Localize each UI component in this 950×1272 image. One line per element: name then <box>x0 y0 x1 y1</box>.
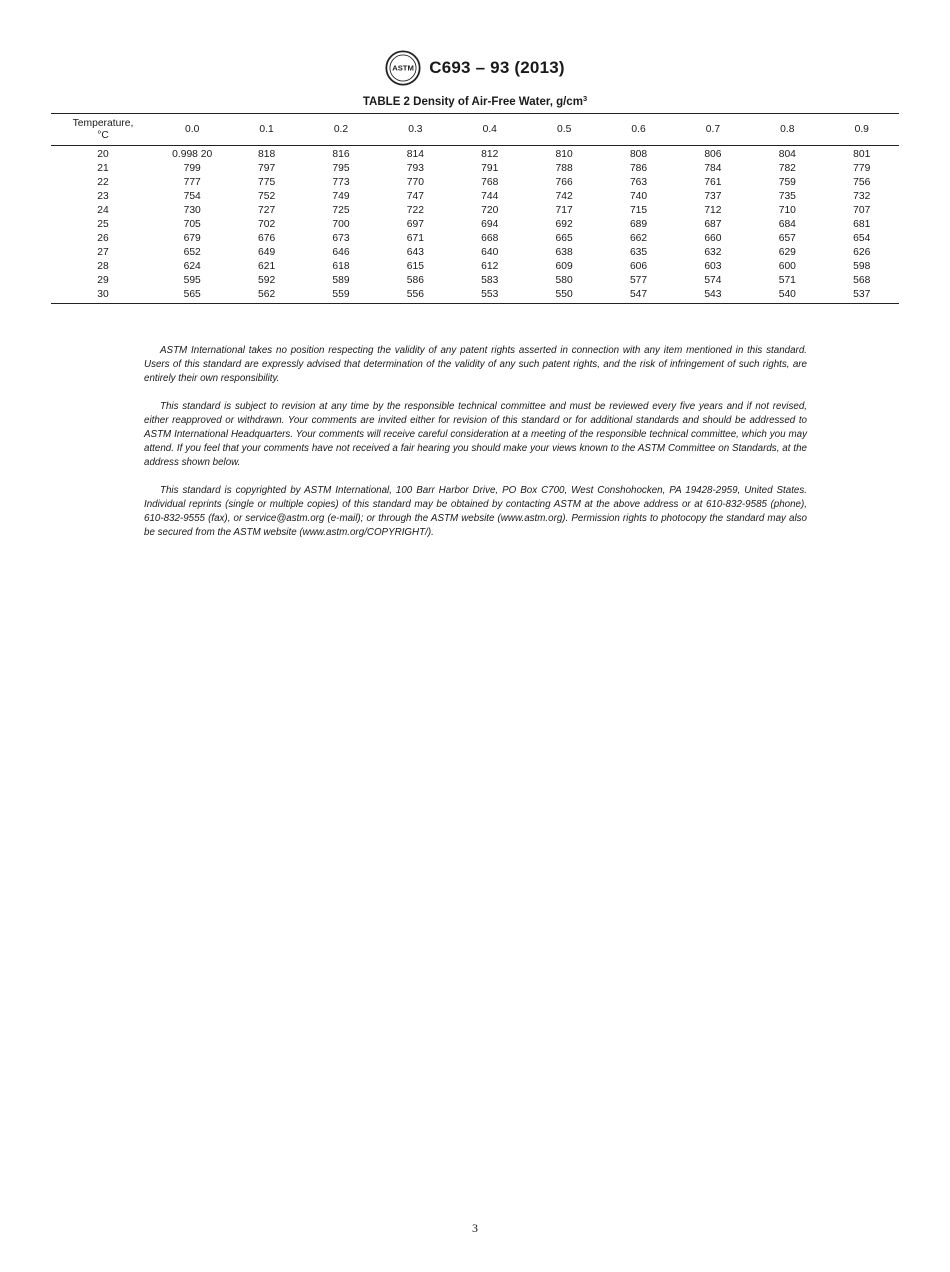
temperature-cell: 30 <box>51 288 155 304</box>
density-cell: 759 <box>778 177 796 188</box>
density-cell: 749 <box>332 191 350 202</box>
density-cell: 640 <box>481 247 499 258</box>
density-cell: 740 <box>629 191 648 202</box>
density-cell: 692 <box>555 219 573 230</box>
table-row <box>51 190 899 204</box>
table-row <box>51 260 899 274</box>
density-cell: 662 <box>629 233 648 244</box>
density-cell: 543 <box>676 288 750 304</box>
column-header: 0.3 <box>378 114 452 146</box>
density-cell: 763 <box>629 177 648 188</box>
density-cell: 553 <box>453 288 527 304</box>
density-cell: 810 <box>555 149 573 160</box>
density-cell: 571 <box>778 275 796 286</box>
density-cell: 583 <box>481 275 499 286</box>
table-row <box>51 232 899 246</box>
density-cell: 679 <box>183 233 201 244</box>
density-cell: 722 <box>406 205 424 216</box>
density-cell: 547 <box>601 288 675 304</box>
density-cell: 598 <box>853 261 871 272</box>
density-cell: 652 <box>183 247 201 258</box>
temperature-cell: 24 <box>97 205 109 216</box>
density-cell: 657 <box>778 233 796 244</box>
density-cell: 735 <box>778 191 796 202</box>
density-cell: 559 <box>304 288 378 304</box>
document-header <box>0 50 950 86</box>
density-cell: 660 <box>704 233 722 244</box>
column-header: 0.9 <box>825 114 899 146</box>
density-cell: 592 <box>257 275 276 286</box>
temperature-cell: 27 <box>97 247 109 258</box>
density-cell: 621 <box>257 261 276 272</box>
column-header: 0.1 <box>229 114 303 146</box>
table-row <box>51 204 899 218</box>
density-cell: 752 <box>257 191 276 202</box>
density-cell: 609 <box>555 261 573 272</box>
temperature-cell: 20 <box>97 149 109 160</box>
density-cell: 684 <box>778 219 796 230</box>
density-cell: 586 <box>406 275 424 286</box>
density-cell: 761 <box>704 177 722 188</box>
density-cell: 812 <box>481 149 499 160</box>
density-cell: 799 <box>183 163 201 174</box>
density-cell: 793 <box>406 163 424 174</box>
density-cell: 730 <box>183 205 201 216</box>
revision-notice: This standard is subject to revision at any time by the responsible technical committee and must be reviewed every five years and if not revised, either reapproved or withdrawn. Your comments are invited either for revision of this standard or for additional standards and should be addressed to ASTM International Headquarters. Your comments will receive careful consideration at a meeting of the responsible technical committee, which you may attend. If you feel that your comments have not received a fair hearing you should make your views known to the ASTM Committee on Standards, at the address shown below. <box>144 401 807 468</box>
density-cell: 786 <box>629 163 648 174</box>
temperature-cell: 28 <box>97 261 109 272</box>
page-number: 3 <box>472 1221 478 1235</box>
density-cell: 681 <box>853 219 871 230</box>
density-cell: 606 <box>629 261 648 272</box>
density-cell: 556 <box>378 288 452 304</box>
density-cell: 705 <box>183 219 201 230</box>
table-row <box>51 288 899 304</box>
column-header: 0.7 <box>676 114 750 146</box>
density-cell: 577 <box>629 275 648 286</box>
column-header: 0.8 <box>750 114 824 146</box>
density-cell: 580 <box>555 275 573 286</box>
density-cell: 629 <box>778 247 796 258</box>
density-cell: 797 <box>257 163 276 174</box>
density-table <box>51 113 899 304</box>
density-cell: 766 <box>555 177 573 188</box>
density-cell: 694 <box>481 219 499 230</box>
density-cell: 612 <box>481 261 499 272</box>
table-row <box>51 246 899 260</box>
density-cell: 649 <box>257 247 276 258</box>
density-cell: 643 <box>406 247 424 258</box>
logo-text: ASTM <box>392 63 415 73</box>
density-cell: 707 <box>853 205 871 216</box>
temperature-cell: 21 <box>97 163 109 174</box>
density-cell: 676 <box>257 233 276 244</box>
density-cell: 665 <box>555 233 573 244</box>
density-cell: 603 <box>704 261 722 272</box>
density-cell: 687 <box>704 219 722 230</box>
temperature-header-unit: °C <box>97 129 109 141</box>
density-cell: 782 <box>778 163 796 174</box>
table-row <box>51 176 899 190</box>
density-cell: 715 <box>629 205 648 216</box>
density-cell: 540 <box>750 288 824 304</box>
astm-logo-icon <box>385 50 421 86</box>
density-cell: 777 <box>183 177 201 188</box>
density-cell: 801 <box>853 149 871 160</box>
copyright-notice: This standard is copyrighted by ASTM International, 100 Barr Harbor Drive, PO Box C700, West Conshohocken, PA 19428-2959, United States. Individual reprints (single or multiple copies) of this standard may be obtained by contacting ASTM at the above address or at 610-832-9585 (phone), 610-832-9555 (fax), or service@astm.org (e-mail); or through the ASTM website (www.astm.org). Permission rights to photocopy the standard may also be secured from the ASTM website (www.astm.org/COPYRIGHT/). <box>144 485 807 538</box>
density-cell: 646 <box>332 247 350 258</box>
density-cell: 562 <box>229 288 303 304</box>
table-title-superscript: 3 <box>582 94 588 103</box>
density-cell: 638 <box>555 247 573 258</box>
density-cell: 727 <box>257 205 276 216</box>
density-cell: 732 <box>853 191 871 202</box>
density-cell: 791 <box>481 163 499 174</box>
temperature-cell: 23 <box>97 191 109 202</box>
density-cell: 574 <box>704 275 722 286</box>
document-id: C693 – 93 (2013) <box>429 58 565 77</box>
temperature-header-label: Temperature, <box>72 117 134 129</box>
table-body <box>51 146 899 304</box>
temperature-cell: 26 <box>97 233 109 244</box>
temperature-column-header <box>51 114 155 146</box>
density-cell: 806 <box>704 149 722 160</box>
density-cell: 615 <box>406 261 424 272</box>
density-cell: 717 <box>555 205 573 216</box>
density-cell: 816 <box>332 149 350 160</box>
table-title-text: TABLE 2 Density of Air-Free Water, g/cm <box>362 96 583 108</box>
density-cell: 537 <box>825 288 899 304</box>
density-cell: 795 <box>332 163 350 174</box>
patent-notice: ASTM International takes no position respecting the validity of any patent rights asserted in connection with any item mentioned in this standard. Users of this standard are expressly advised that determination of the validity of any such patent rights, and the risk of infringement of such rights, are entirely their own responsibility. <box>144 345 807 384</box>
density-cell: 632 <box>704 247 722 258</box>
density-cell: 635 <box>629 247 648 258</box>
density-cell: 626 <box>853 247 871 258</box>
density-cell: 737 <box>704 191 722 202</box>
density-cell: 700 <box>332 219 350 230</box>
density-cell: 618 <box>332 261 350 272</box>
density-cell: 710 <box>778 205 796 216</box>
density-cell: 814 <box>406 149 424 160</box>
legal-notes <box>144 344 807 554</box>
density-cell: 744 <box>481 191 499 202</box>
table-header-row <box>51 114 899 146</box>
temperature-cell: 22 <box>97 177 109 188</box>
density-cell: 725 <box>332 205 350 216</box>
density-cell: 775 <box>257 177 276 188</box>
density-cell: 589 <box>332 275 350 286</box>
density-cell: 720 <box>481 205 499 216</box>
density-cell: 754 <box>183 191 201 202</box>
density-cell: 773 <box>332 177 350 188</box>
column-header: 0.4 <box>453 114 527 146</box>
density-cell: 788 <box>555 163 573 174</box>
density-cell: 808 <box>629 149 648 160</box>
table-row <box>51 274 899 288</box>
density-cell: 804 <box>778 149 796 160</box>
table-title <box>0 94 950 108</box>
column-header: 0.0 <box>155 114 229 146</box>
density-cell: 668 <box>481 233 499 244</box>
density-cell: 702 <box>257 219 276 230</box>
density-cell: 768 <box>481 177 499 188</box>
density-cell: 697 <box>406 219 424 230</box>
density-cell: 779 <box>853 163 871 174</box>
density-cell: 673 <box>332 233 350 244</box>
density-cell: 568 <box>853 275 871 286</box>
table-row <box>51 162 899 176</box>
density-cell: 756 <box>853 177 871 188</box>
density-cell: 550 <box>527 288 601 304</box>
density-cell: 565 <box>155 288 229 304</box>
density-cell: 818 <box>257 149 276 160</box>
table-row <box>51 218 899 232</box>
density-cell: 712 <box>704 205 722 216</box>
density-cell: 671 <box>406 233 424 244</box>
density-cell: 595 <box>183 275 201 286</box>
density-cell: 600 <box>778 261 796 272</box>
temperature-cell: 29 <box>97 275 109 286</box>
density-cell: 747 <box>406 191 424 202</box>
density-cell: 624 <box>183 261 201 272</box>
column-header: 0.2 <box>304 114 378 146</box>
density-cell: 770 <box>406 177 424 188</box>
density-cell: 689 <box>629 219 648 230</box>
table-row <box>51 146 899 163</box>
column-header: 0.5 <box>527 114 601 146</box>
density-cell: 654 <box>853 233 871 244</box>
density-cell: 742 <box>555 191 573 202</box>
density-cell: 0.998 20 <box>172 149 213 160</box>
density-cell: 784 <box>704 163 722 174</box>
temperature-cell: 25 <box>97 219 109 230</box>
column-header: 0.6 <box>601 114 675 146</box>
